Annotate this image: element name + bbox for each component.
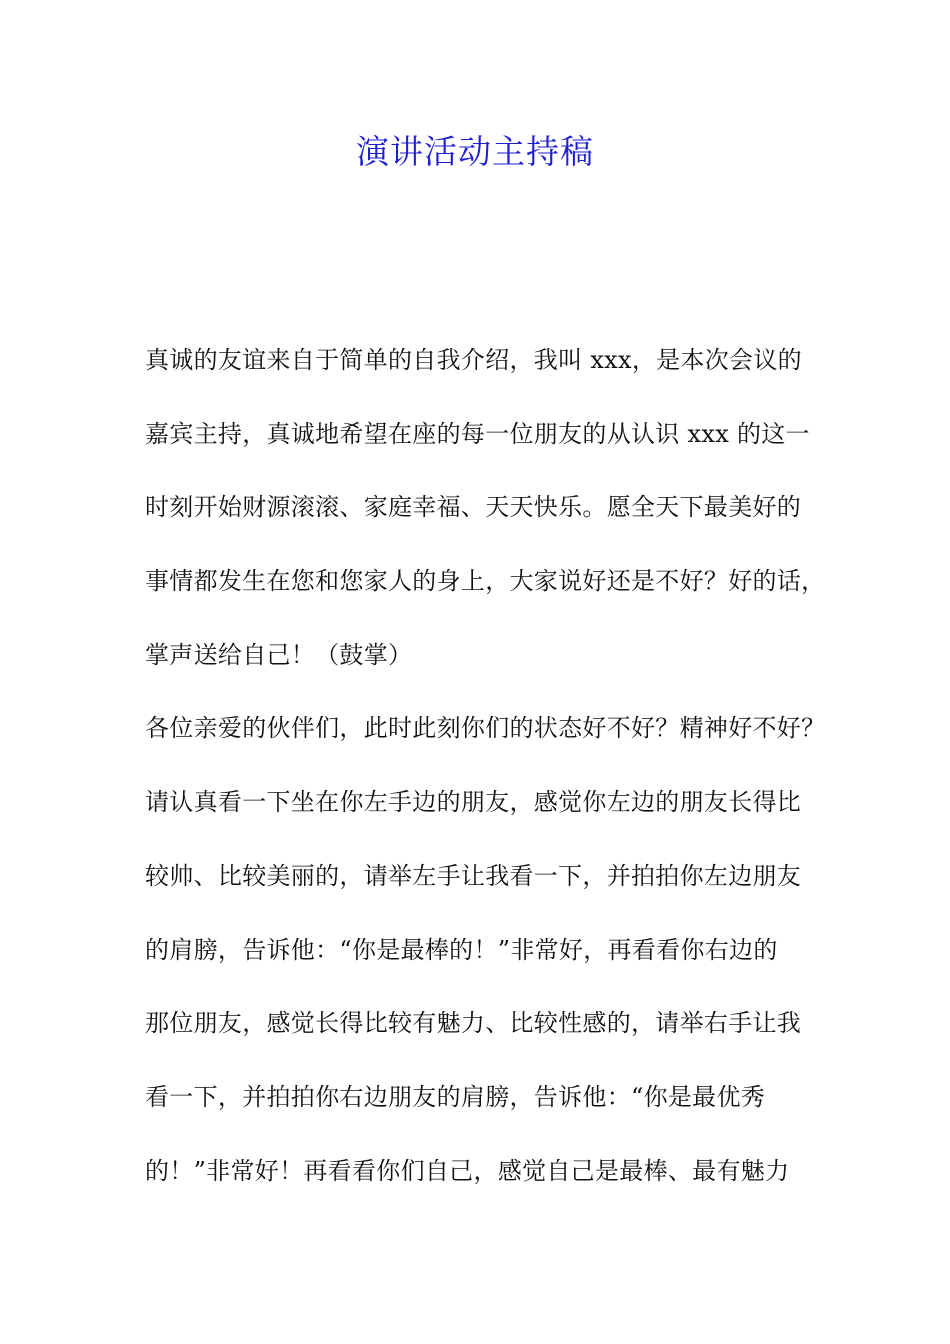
paragraph-line: 那位朋友，感觉长得比较有魅力、比较性感的，请举右手让我 [145,1009,802,1038]
paragraph-line: 事情都发生在您和您家人的身上，大家说好还是不好？好的话， [145,567,826,596]
paragraph-line: 的！”非常好！再看看你们自己，感觉自己是最棒、最有魅力 [145,1156,790,1185]
paragraph-line: 各位亲爱的伙伴们，此时此刻你们的状态好不好？精神好不好？ [145,714,826,743]
paragraph-line: 较帅、比较美丽的，请举左手让我看一下，并拍拍你左边朋友 [145,861,802,890]
paragraph-line: 掌声送给自己！（鼓掌） [145,640,413,669]
paragraph-line: 真诚的友谊来自于简单的自我介绍，我叫 xxx，是本次会议的 [145,346,802,374]
paragraph-line: 的肩膀，告诉他：“你是最棒的！”非常好，再看看你右边的 [145,935,778,964]
paragraph-line: 看一下，并拍拍你右边朋友的肩膀，告诉他：“你是最优秀 [145,1082,766,1111]
document-body [145,336,825,1220]
paragraph-line: 请认真看一下坐在你左手边的朋友，感觉你左边的朋友长得比 [145,788,802,817]
paragraph-line: 时刻开始财源滚滚、家庭幸福、天天快乐。愿全天下最美好的 [145,493,802,522]
document-title: 演讲活动主持稿 [356,132,594,171]
paragraph-line: 嘉宾主持，真诚地希望在座的每一位朋友的从认识 xxx 的这一 [145,419,810,448]
